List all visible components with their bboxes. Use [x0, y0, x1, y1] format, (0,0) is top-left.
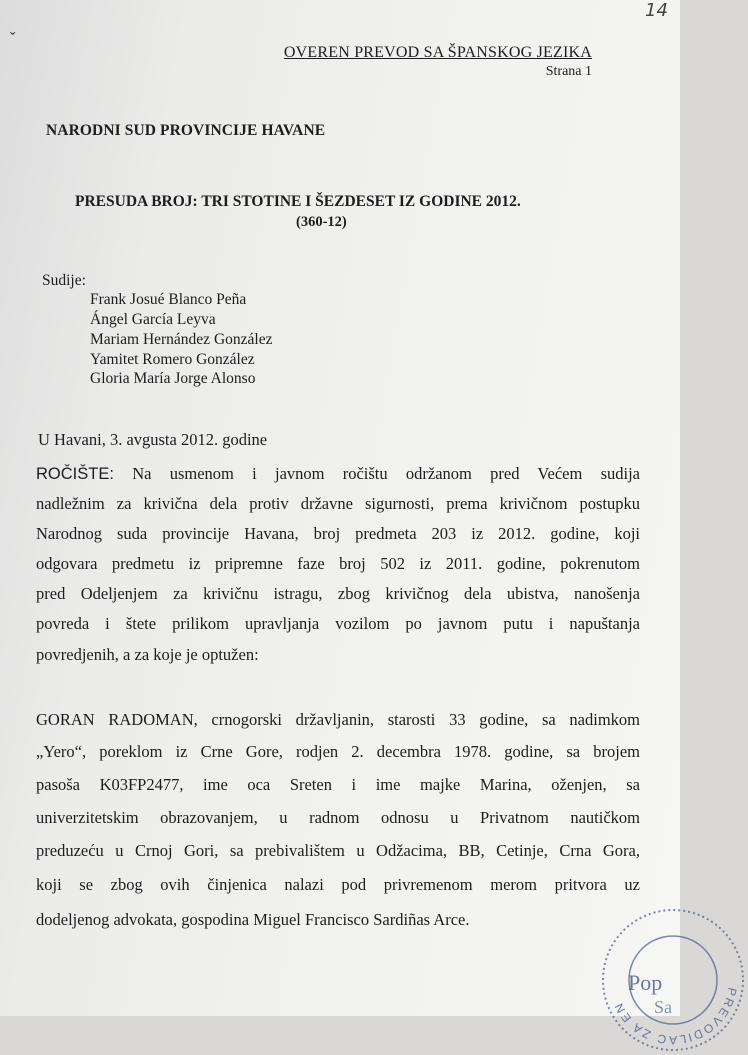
translator-stamp [598, 905, 748, 1055]
accused-line: preduzeću u Crnoj Gori, sa prebivalištem u Odžacima, BB, Cetinje, Crna Gora, [36, 841, 640, 860]
header-page-number: Strana 1 [545, 64, 592, 79]
court-name: NARODNI SUD PROVINCIJE HAVANE [46, 122, 326, 139]
hearing-line: pred Odeljenjem za krivičnu istragu, zbog krivičnog dela ubistva, nanošenja [36, 584, 640, 603]
judge-name: Ángel García Leyva [90, 311, 216, 328]
accused-line: dodeljenog advokata, gospodina Miguel Francisco Sardiñas Arce. [36, 910, 470, 929]
hearing-line: povreda i štete prilikom upravljanja vozilom po javnom putu i napuštanja [36, 614, 640, 633]
stamp-inner-text: Pop [628, 970, 663, 995]
hearing-line-text: Na usmenom i javnom ročištu održanom pred Većem sudija [132, 464, 641, 483]
accused-line: „Yero“, poreklom iz Crne Gore, rodjen 2. decembra 1978. godine, sa brojem [36, 742, 640, 761]
header-title: OVEREN PREVOD SA ŠPANSKOG JEZIKA [283, 44, 592, 61]
judges-label: Sudije: [42, 272, 86, 289]
hearing-line: Narodnog suda provincije Havana, broj predmeta 203 iz 2012. godine, koji [36, 524, 640, 543]
accused-line: pasoša K03FP2477, ime oca Sreten i ime majke Marina, oženjen, sa [36, 775, 640, 794]
hearing-line: povredjenih, a za koje je optužen: [36, 645, 259, 664]
stamp-ring-text: PREVODILAC ZA EN [610, 986, 740, 1048]
stamp-inner-text-2: Sa [654, 997, 672, 1017]
accused-line: univerzitetskim obrazovanjem, u radnom odnosu u Privatnom nautičkom [36, 808, 640, 827]
hearing-line [36, 464, 640, 484]
hearing-label: ROČIŠTE: [36, 465, 114, 483]
verdict-title: PRESUDA BROJ: TRI STOTINE I ŠEZDESET IZ GODINE 2012. [75, 193, 521, 210]
judge-name: Gloria María Jorge Alonso [90, 370, 256, 387]
hearing-line: odgovara predmetu iz pripremne faze broj 502 iz 2011. godine, pokrenutom [36, 554, 640, 573]
judge-name: Mariam Hernández González [90, 331, 273, 348]
verdict-number: (360-12) [296, 214, 347, 230]
judge-name: Yamitet Romero González [90, 351, 255, 368]
date-line: U Havani, 3. avgusta 2012. godine [38, 430, 268, 449]
svg-text:PREVODILAC ZA EN [611, 986, 740, 1047]
accused-line: GORAN RADOMAN, crnogorski državljanin, starosti 33 godine, sa nadimkom [36, 710, 640, 729]
judge-name: Frank Josué Blanco Peña [90, 291, 247, 308]
page-corner-number: 14 [645, 0, 668, 21]
hearing-line: nadležnim za krivična dela protiv državne sigurnosti, prema krivičnom postupku [36, 494, 640, 513]
accused-line: koji se zbog ovih činjenica nalazi pod privremenom merom pritvora uz [36, 875, 640, 894]
margin-mark: ˇ [10, 30, 16, 47]
